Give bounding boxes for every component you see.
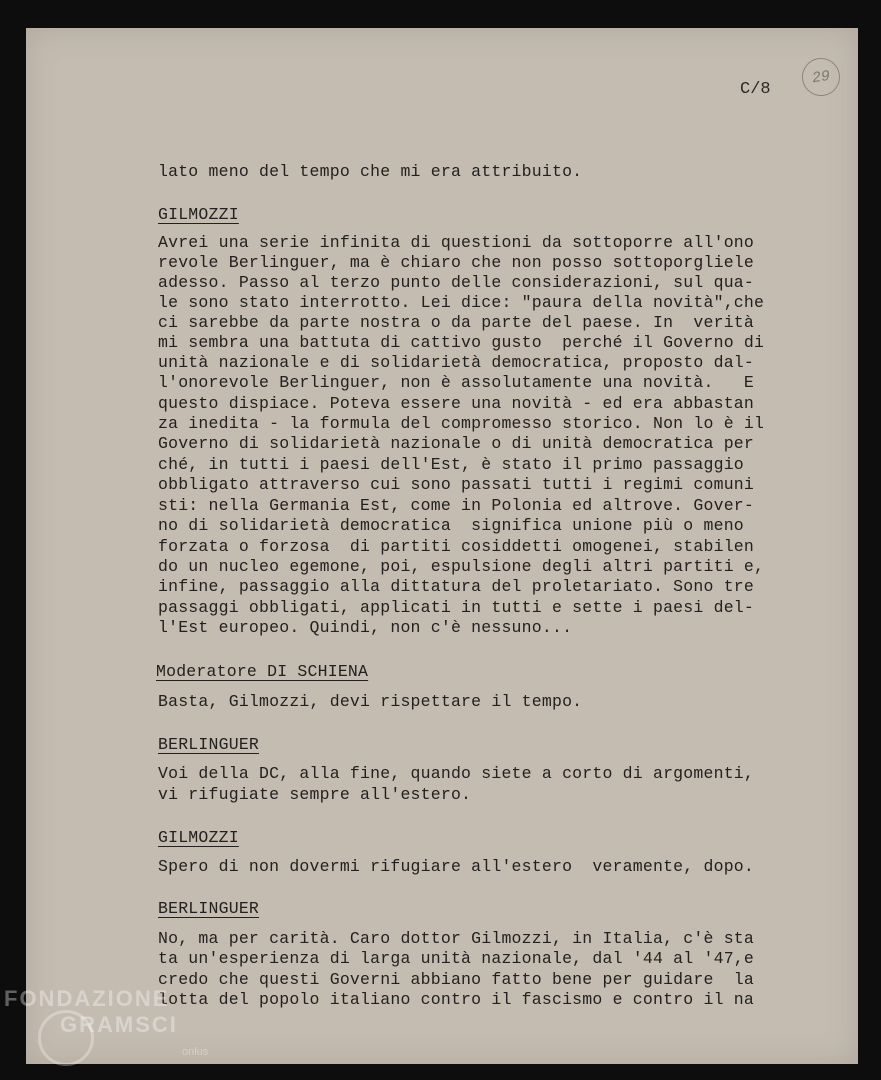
- text-line: mi sembra una battuta di cattivo gusto perché il Governo di: [158, 333, 765, 352]
- archive-stamp: 29: [800, 56, 843, 99]
- text-line: lato meno del tempo che mi era attribuito.: [158, 162, 583, 181]
- document-page: [26, 28, 858, 1064]
- text-line: ci sarebbe da parte nostra o da parte del paese. In verità: [158, 313, 754, 332]
- text-line: passaggi obbligati, applicati in tutti e sette i paesi del-: [158, 598, 754, 617]
- text-line: ta un'esperienza di larga unità nazionale, dal '44 al '47,e: [158, 949, 754, 968]
- watermark-line2: GRAMSCI: [60, 1012, 178, 1037]
- text-line: forzata o forzosa di partiti cosiddetti omogenei, stabilen: [158, 537, 754, 556]
- text-line: vi rifugiate sempre all'estero.: [158, 785, 472, 804]
- text-line: no di solidarietà democratica significa unione più o meno: [158, 516, 744, 535]
- text-line: do un nucleo egemone, poi, espulsione degli altri partiti e,: [158, 557, 765, 576]
- text-line: l'onorevole Berlinguer, non è assolutamente una novità. E: [158, 373, 754, 392]
- text-line: obbligato attraverso cui sono passati tutti i regimi comuni: [158, 475, 754, 494]
- text-line: Spero di non dovermi rifugiare all'estero veramente, dopo.: [158, 857, 754, 876]
- watermark-line3: onlus: [182, 1046, 209, 1058]
- text-line: No, ma per carità. Caro dottor Gilmozzi, in Italia, c'è sta: [158, 929, 754, 948]
- text-line: le sono stato interrotto. Lei dice: "paura della novità",che: [158, 293, 765, 312]
- text-line: lotta del popolo italiano contro il fascismo e contro il na: [158, 990, 754, 1009]
- text-line: revole Berlinguer, ma è chiaro che non posso sottoporgliele: [158, 253, 754, 272]
- watermark-line1: FONDAZIONE: [4, 986, 170, 1011]
- text-line: adesso. Passo al terzo punto delle considerazioni, sul qua-: [158, 273, 754, 292]
- text-line: questo dispiace. Poteva essere una novità - ed era abbastan: [158, 394, 754, 413]
- speaker-heading: BERLINGUER: [158, 735, 260, 754]
- speaker-heading: Moderatore DI SCHIENA: [156, 662, 369, 681]
- text-line: ché, in tutti i paesi dell'Est, è stato il primo passaggio: [158, 455, 744, 474]
- speaker-heading: GILMOZZI: [158, 205, 239, 224]
- text-line: Avrei una serie infinita di questioni da sottoporre all'ono: [158, 233, 754, 252]
- text-line: za inedita - la formula del compromesso storico. Non lo è il: [158, 414, 765, 433]
- fondazione-gramsci-watermark: [4, 986, 209, 1058]
- speaker-heading: BERLINGUER: [158, 899, 260, 918]
- text-line: sti: nella Germania Est, come in Polonia ed altrove. Gover-: [158, 496, 754, 515]
- text-line: Basta, Gilmozzi, devi rispettare il tempo.: [158, 692, 583, 711]
- text-line: Governo di solidarietà nazionale o di unità democratica per: [158, 434, 754, 453]
- text-line: l'Est europeo. Quindi, non c'è nessuno...: [158, 618, 573, 637]
- speaker-heading: GILMOZZI: [158, 828, 239, 847]
- text-line: credo che questi Governi abbiano fatto bene per guidare la: [158, 970, 754, 989]
- page-number: C/8: [740, 80, 771, 99]
- text-line: unità nazionale e di solidarietà democratica, proposto dal-: [158, 353, 754, 372]
- text-line: infine, passaggio alla dittatura del proletariato. Sono tre: [158, 577, 754, 596]
- text-line: Voi della DC, alla fine, quando siete a corto di argomenti,: [158, 764, 754, 783]
